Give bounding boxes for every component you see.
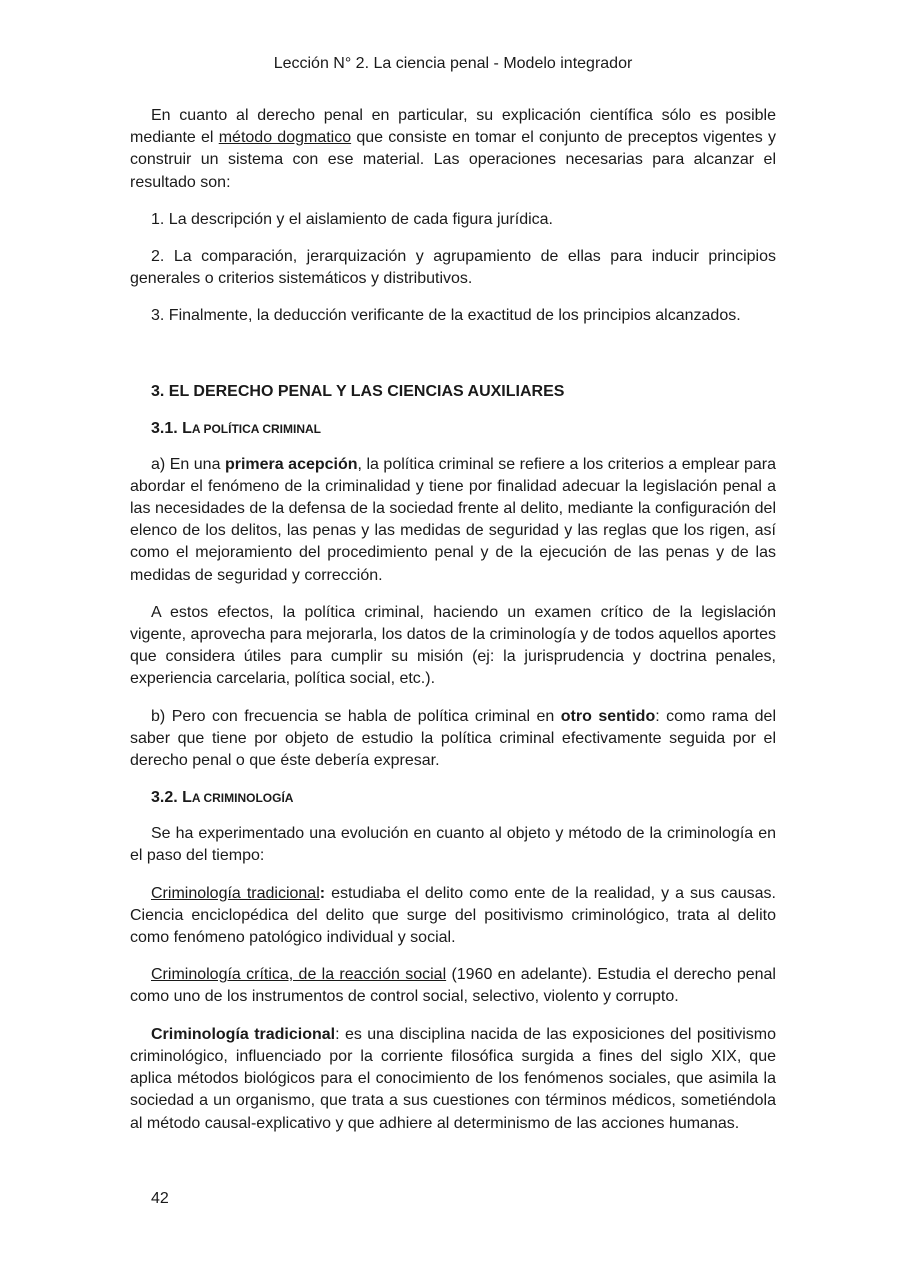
paragraph-text: b) Pero con frecuencia se habla de política criminal en [151, 707, 561, 725]
underlined-term: Criminología crítica, de la reacción social [151, 966, 447, 984]
bold-term: Criminología tradicional [151, 1025, 336, 1043]
subsection-heading-3-2 [130, 787, 776, 809]
paragraph-text: En cuanto al derecho penal en particular, su explicación científica sólo es posible mediante el [130, 107, 776, 147]
list-item-2: 2. La comparación, jerarquización y agrupamiento de ellas para inducir principios generales o criterios sistemáticos y distributivos. [130, 248, 776, 288]
paragraph-critical-criminology [130, 964, 776, 1008]
paragraph-text: a) En una [151, 455, 225, 473]
paragraph-text: que consiste en tomar el conjunto de preceptos vigentes y construir un sistema con ese material. Las operaciones necesarias para alcanzar el resultado son: [130, 129, 776, 191]
list-item-3: 3. Finalmente, la deducción verificante de la exactitud de los principios alcanzados. [151, 307, 741, 325]
paragraph-dogmatic-method [130, 105, 776, 194]
bold-term: primera acepción [224, 455, 358, 473]
page-number: 42 [151, 1190, 169, 1207]
paragraph-text: , la política criminal se refiere a los criterios a emplear para abordar el fenómeno de la criminalidad y tiene por finalidad adecuar la legislación penal a las necesidades de la defensa de la sociedad frente al delito, mediante la configuración del elenco de los delitos, las penas y las medidas de seguridad y las reglas que los rigen, así como el mejoramiento del procedimiento penal y de la ejecución de las penas y de las medidas de seguridad y corrección. [130, 455, 777, 584]
subsection-number: 3.2. L [151, 789, 192, 807]
running-header: Lección N° 2. La ciencia penal - Modelo integrador [273, 55, 633, 72]
subsection-number: 3.1. L [151, 419, 192, 437]
page-body [130, 105, 776, 1150]
bold-term: otro sentido [560, 707, 656, 725]
paragraph-first-meaning [130, 454, 776, 587]
paragraph-text: (1960 en adelante). Estudia el derecho penal como uno de los instrumentos de control social, selectivo, violento y corrupto. [130, 966, 776, 1006]
paragraph-criminology-evolution: Se ha experimentado una evolución en cuanto al objeto y método de la criminología en el paso del tiempo: [130, 825, 776, 865]
section-gap [130, 343, 776, 381]
section-heading-3: 3. EL DERECHO PENAL Y LAS CIENCIAS AUXILIARES [151, 382, 565, 400]
paragraph-other-meaning [130, 706, 776, 773]
paragraph-criminal-policy-effects: A estos efectos, la política criminal, haciendo un examen crítico de la legislación vigente, aprovecha para mejorarla, los datos de la criminología y de todos aquellos aportes que considera útiles para cumplir su misión (ej: la jurisprudencia y doctrina penales, experiencia carcelaria, política social, etc.). [130, 603, 776, 688]
subsection-title: A CRIMINOLOGÍA [191, 791, 294, 806]
bold-colon: : [319, 884, 326, 902]
list-item-1: 1. La descripción y el aislamiento de cada figura jurídica. [151, 210, 553, 228]
paragraph-traditional-criminology-definition [130, 1024, 776, 1135]
paragraph-text: : como rama del saber que tiene por objeto de estudio la política criminal efectivamente seguida por el derecho penal o que éste debería expresar. [130, 707, 777, 770]
paragraph-traditional-criminology [130, 883, 776, 950]
subsection-heading-3-1 [130, 418, 776, 440]
paragraph-text: estudiaba el delito como ente de la realidad, y a sus causas. Ciencia enciclopédica del delito que surge del positivismo criminológico, trata al delito como fenómeno patológico individual y social. [130, 884, 777, 947]
underlined-term: Criminología tradicional [151, 884, 320, 902]
paragraph-text: : es una disciplina nacida de las exposiciones del positivismo criminológico, influenciado por la corriente filosófica surgida a fines del siglo XIX, que aplica métodos biológicos para el conocimiento de los fenómenos sociales, que asimila la sociedad a un organismo, que trata a sus cuestiones con términos médicos, sometiéndola al método causal-explicativo y que adhiere al determinismo de las acciones humanas. [130, 1025, 776, 1132]
subsection-title: A POLÍTICA CRIMINAL [191, 421, 322, 436]
underlined-term: método dogmatico [218, 129, 352, 147]
